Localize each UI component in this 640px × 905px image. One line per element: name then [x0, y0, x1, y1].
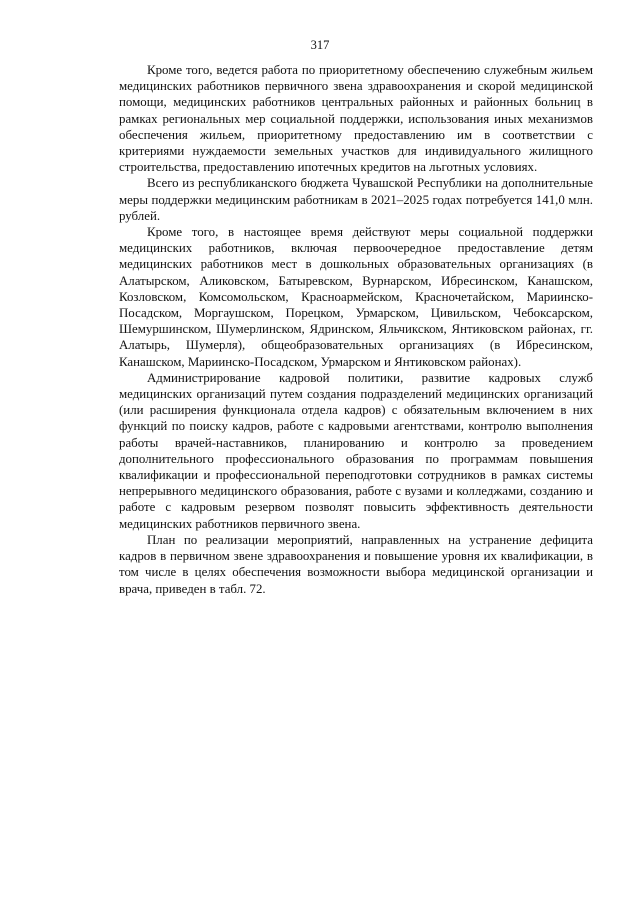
document-body — [119, 62, 593, 597]
paragraph-budget: Всего из республиканского бюджета Чувашской Республики на дополнительные меры поддержки медицинским работникам в 2021–2025 годах потребуется 141,0 млн. рублей. — [119, 176, 593, 223]
paragraph-plan-reference: План по реализации мероприятий, направленных на устранение дефицита кадров в первичном звене здравоохранения и повышение уровня их квалификации, в том числе в целях обеспечения возможности выбора медицинской организации и врача, приведен в табл. 72. — [119, 532, 593, 596]
page-number: 317 — [310, 38, 330, 52]
paragraph-housing-support: Кроме того, ведется работа по приоритетному обеспечению служебным жильем медицинских работников первичного звена здравоохранения и скорой медицинской помощи, медицинских работников центральных районных и районных больниц в рамках региональных мер социальной поддержки, использования иных механизмов обеспечения жильем, приоритетному предоставлению им в соответствии с критериями нуждаемости земельных участков для индивидуального жилищного строительства, предоставлению ипотечных кредитов на льготных условиях. — [119, 63, 593, 175]
paragraph-social-support: Кроме того, в настоящее время действуют меры социальной поддержки медицинских работников, включая первоочередное предоставление детям медицинских работников мест в дошкольных образовательных организациях (в Алатырском, Аликовском, Батыревском, Вурнарском, Ибресинском, Канашском, Козловском, Комсомольском, Красноармейском, Красночетайском, Мариинско-Посадском, Моргаушском, Порецком, Урмарском, Цивильском, Чебоксарском, Шемуршинском, Шумерлинском, Ядринском, Яльчикском, Янтиковском районах, гг. Алатырь, Шумерля), общеобразовательных организациях (в Ибресинском, Канашском, Мариинско-Посадском, Урмарском и Янтиковском районах). — [119, 225, 593, 369]
paragraph-hr-policy: Администрирование кадровой политики, развитие кадровых служб медицинских организаций путем создания подразделений медицинских организаций (или расширения функционала отдела кадров) с обязательным включением в них функций по поиску кадров, работе с кадровыми агентствами, контролю выполнения работы врачей-наставников, планированию и контролю за проведением дополнительного профессионального образования по программам повышения квалификации и профессиональной переподготовки сотрудников в рамках системы непрерывного медицинского образования, работе с вузами и колледжами, созданию и работе с кадровым резервом позволят повысить эффективность деятельности медицинских работников первичного звена. — [119, 370, 593, 531]
